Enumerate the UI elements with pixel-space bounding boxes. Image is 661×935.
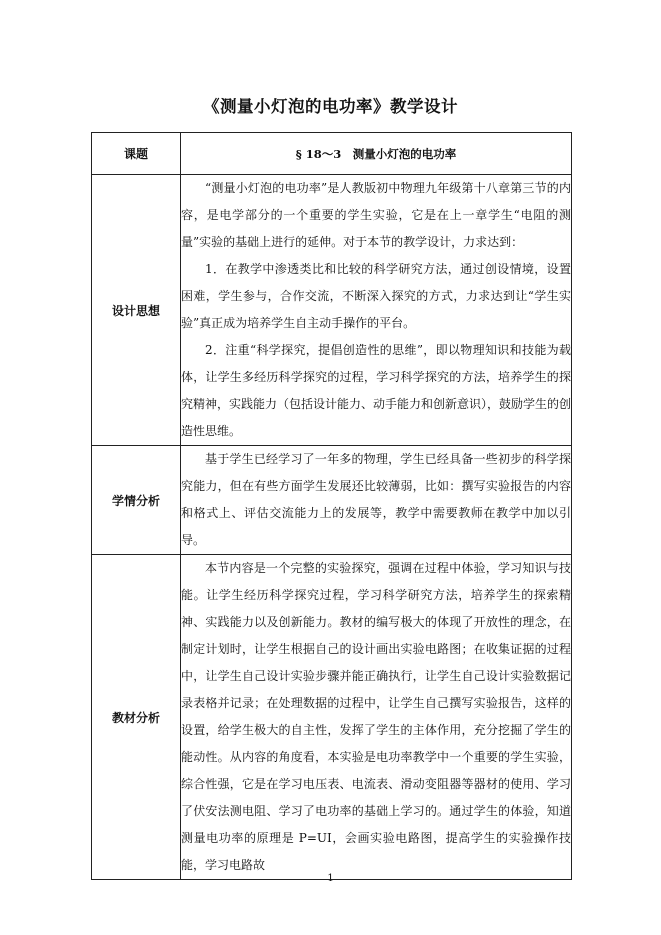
- textbook-analysis-paragraph: 本节内容是一个完整的实验探究，强调在过程中体验，学习知识与技能。让学生经历科学探究过程，学习科学研究方法，培养学生的探索精神、实践能力以及创新能力。教材的编写极大的体现了开放性的理念，在制定计划时，让学生根据自己的设计画出实验电路图；在收集证据的过程中，让学生自己设计实验步骤并能正确执行，让学生自己设计实验数据记录表格并记录；在处理数据的过程中，让学生自己撰写实验报告，这样的设置，给学生极大的自主性，发挥了学生的主体作用，充分挖掘了学生的能动性。从内容的角度看，本实验是电功率教学中一个重要的学生实验，综合性强，它是在学习电压表、电流表、滑动变阻器等器材的使用、学习了伏安法测电阻、学习了电功率的基础上学习的。通过学生的体验，知道测量电功率的原理是 P=UI，会画实验电路图，提高学生的实验操作技能，学习电路故: [181, 561, 571, 872]
- design-idea-paragraph: 1．在教学中渗透类比和比较的科学研究方法，通过创设情境，设置困难，学生参与，合作交流，不断深入探究的方式，力求达到让“学生实验”真正成为培养学生自主动手操作的平台。: [181, 262, 571, 330]
- table-row-design-idea: [92, 175, 572, 446]
- student-analysis-label: 学情分析: [92, 446, 181, 555]
- design-idea-content: [181, 175, 572, 446]
- table-row-topic: [92, 133, 572, 175]
- lesson-design-table: [91, 132, 572, 880]
- design-idea-paragraph: 2．注重“科学探究，提倡创造性的思维”，即以物理知识和技能为载体，让学生多经历科学探究的过程，学习科学探究的方法，培养学生的探究精神，实践能力（包括设计能力、动手能力和创新意识），鼓励学生的创造性思维。: [181, 343, 572, 438]
- document-title: 《测量小灯泡的电功率》教学设计: [203, 97, 458, 116]
- design-idea-paragraph: “测量小灯泡的电功率”是人教版初中物理九年级第十八章第三节的内容，是电学部分的一个重要的学生实验，它是在上一章学生“电阻的测量”实验的基础上进行的延伸。对于本节的教学设计，力求达到：: [181, 181, 571, 249]
- student-analysis-paragraph: 基于学生已经学习了一年多的物理，学生已经具备一些初步的科学探究能力，但在有些方面学生发展还比较薄弱，比如：撰写实验报告的内容和格式上、评估交流能力上的发展等，教学中需要教师在教学中加以引导。: [181, 452, 571, 547]
- table-row-student-analysis: [92, 446, 572, 555]
- design-idea-label: 设计思想: [92, 175, 181, 446]
- textbook-analysis-label: 教材分析: [92, 555, 181, 880]
- student-analysis-content: [181, 446, 572, 555]
- topic-label: 课题: [92, 133, 181, 175]
- textbook-analysis-content: [181, 555, 572, 880]
- topic-value: § 18～3 测量小灯泡的电功率: [181, 133, 572, 175]
- page-number: 1: [327, 873, 334, 884]
- table-row-textbook-analysis: [92, 555, 572, 880]
